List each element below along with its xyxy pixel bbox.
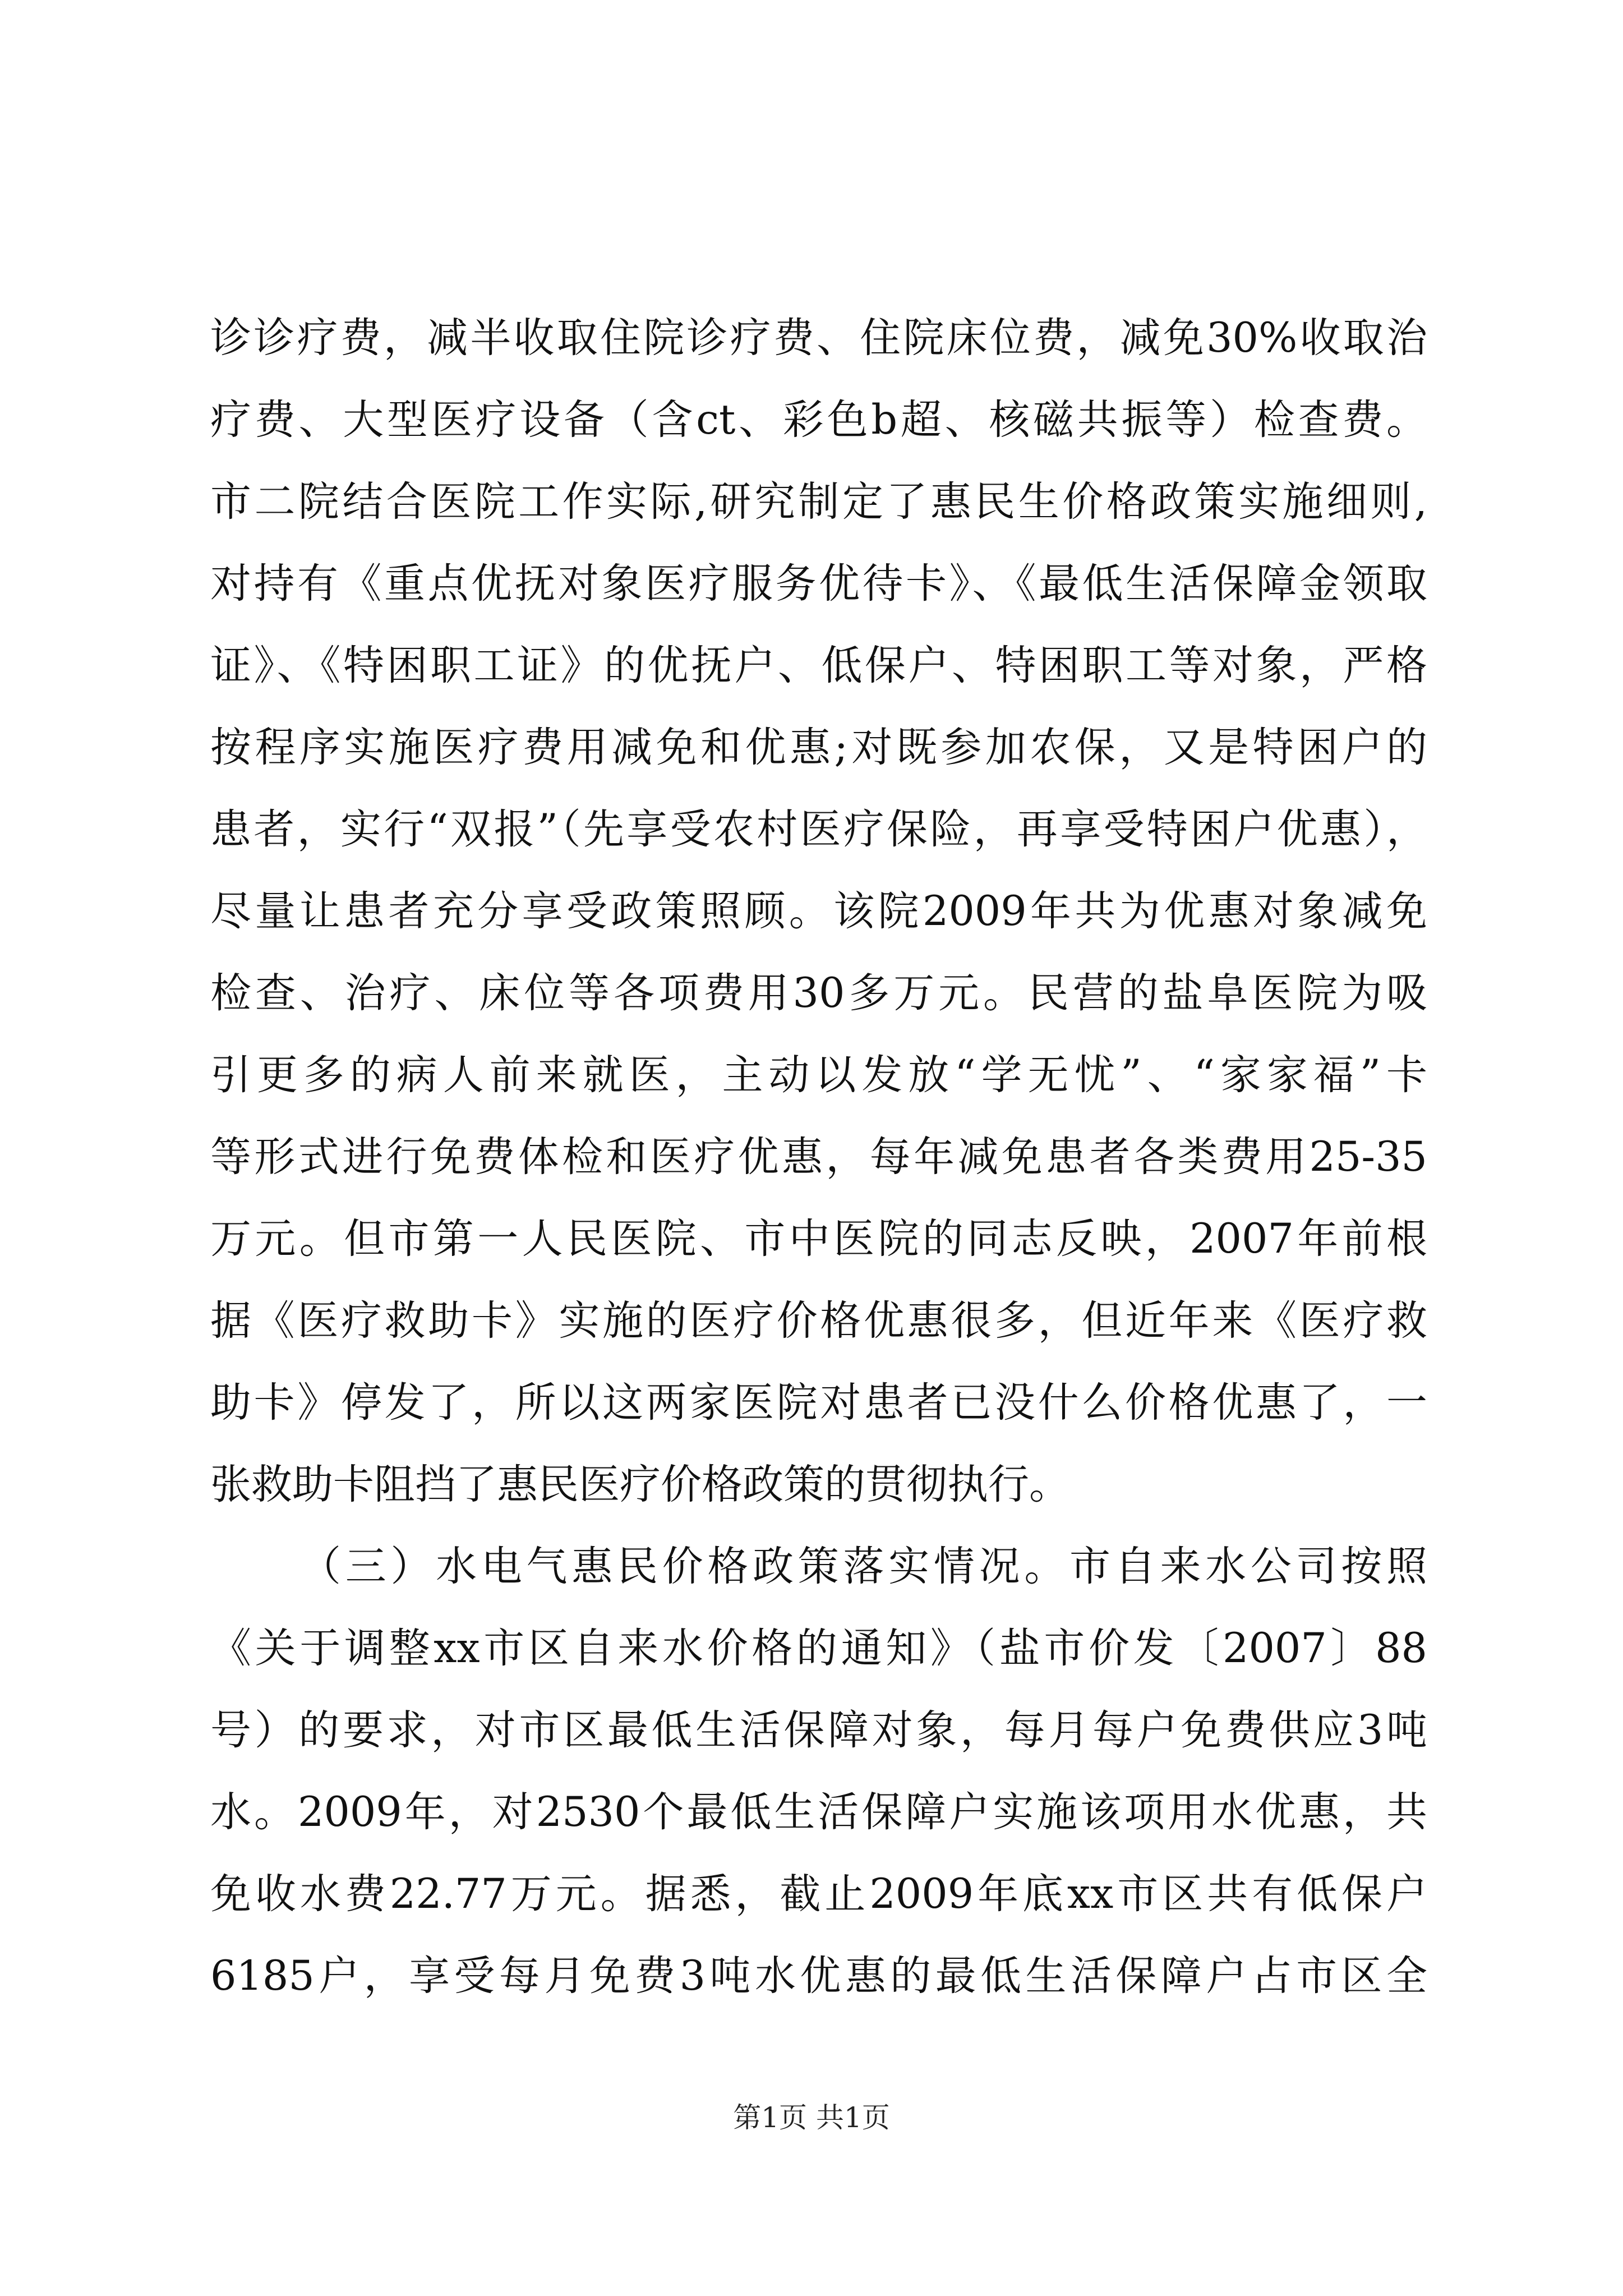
page-footer: 第1页 共1页 xyxy=(733,2101,890,2134)
text-line: 《关于调整xx市区自来水价格的通知》（盐市价发〔2007〕88 xyxy=(210,1625,1427,1672)
text-line: 患者，实行“双报”（先享受农村医疗保险，再享受特困户优惠）， xyxy=(210,806,1427,853)
text-line: 尽量让患者充分享受政策照顾。该院2009年共为优惠对象减免 xyxy=(210,887,1427,935)
text-line: 按程序实施医疗费用减免和优惠;对既参加农保，又是特困户的 xyxy=(210,724,1427,771)
text-line: 引更多的病人前来就医，主动以发放“学无忧”、“家家福”卡 xyxy=(210,1051,1427,1099)
text-line: 助卡》停发了，所以这两家医院对患者已没什么价格优惠了，一 xyxy=(210,1379,1427,1427)
text-line: 市二院结合医院工作实际,研究制定了惠民生价格政策实施细则, xyxy=(210,478,1427,526)
text-line: 证》、《特困职工证》的优抚户、低保户、特困职工等对象，严格 xyxy=(210,642,1427,689)
text-line: 号）的要求，对市区最低生活保障对象，每月每户免费供应3吨 xyxy=(210,1706,1427,1754)
text-line: 等形式进行免费体检和医疗优惠，每年减免患者各类费用25-35 xyxy=(210,1133,1427,1181)
text-line: 水。2009年，对2530个最低生活保障户实施该项用水优惠，共 xyxy=(210,1788,1427,1836)
text-line: 据《医疗救助卡》实施的医疗价格优惠很多，但近年来《医疗救 xyxy=(210,1297,1427,1345)
text-line: 万元。但市第一人民医院、市中医院的同志反映，2007年前根 xyxy=(210,1215,1427,1263)
section-heading-line: （三）水电气惠民价格政策落实情况。市自来水公司按照 xyxy=(300,1543,1427,1590)
text-line: 6185户，享受每月免费3吨水优惠的最低生活保障户占市区全 xyxy=(210,1952,1427,2000)
text-line: 免收水费22.77万元。据悉，截止2009年底xx市区共有低保户 xyxy=(210,1870,1427,1918)
text-line: 张救助卡阻挡了惠民医疗价格政策的贯彻执行。 xyxy=(210,1461,1070,1508)
text-line: 对持有《重点优抚对象医疗服务优待卡》、《最低生活保障金领取 xyxy=(210,560,1427,608)
body-text xyxy=(210,297,1427,2017)
text-line: 疗费、大型医疗设备（含ct、彩色b超、核磁共振等）检查费。 xyxy=(210,396,1427,444)
text-line: 诊诊疗费，减半收取住院诊疗费、住院床位费，减免30%收取治 xyxy=(210,314,1427,362)
text-line: 检查、治疗、床位等各项费用30多万元。民营的盐阜医院为吸 xyxy=(210,969,1427,1017)
